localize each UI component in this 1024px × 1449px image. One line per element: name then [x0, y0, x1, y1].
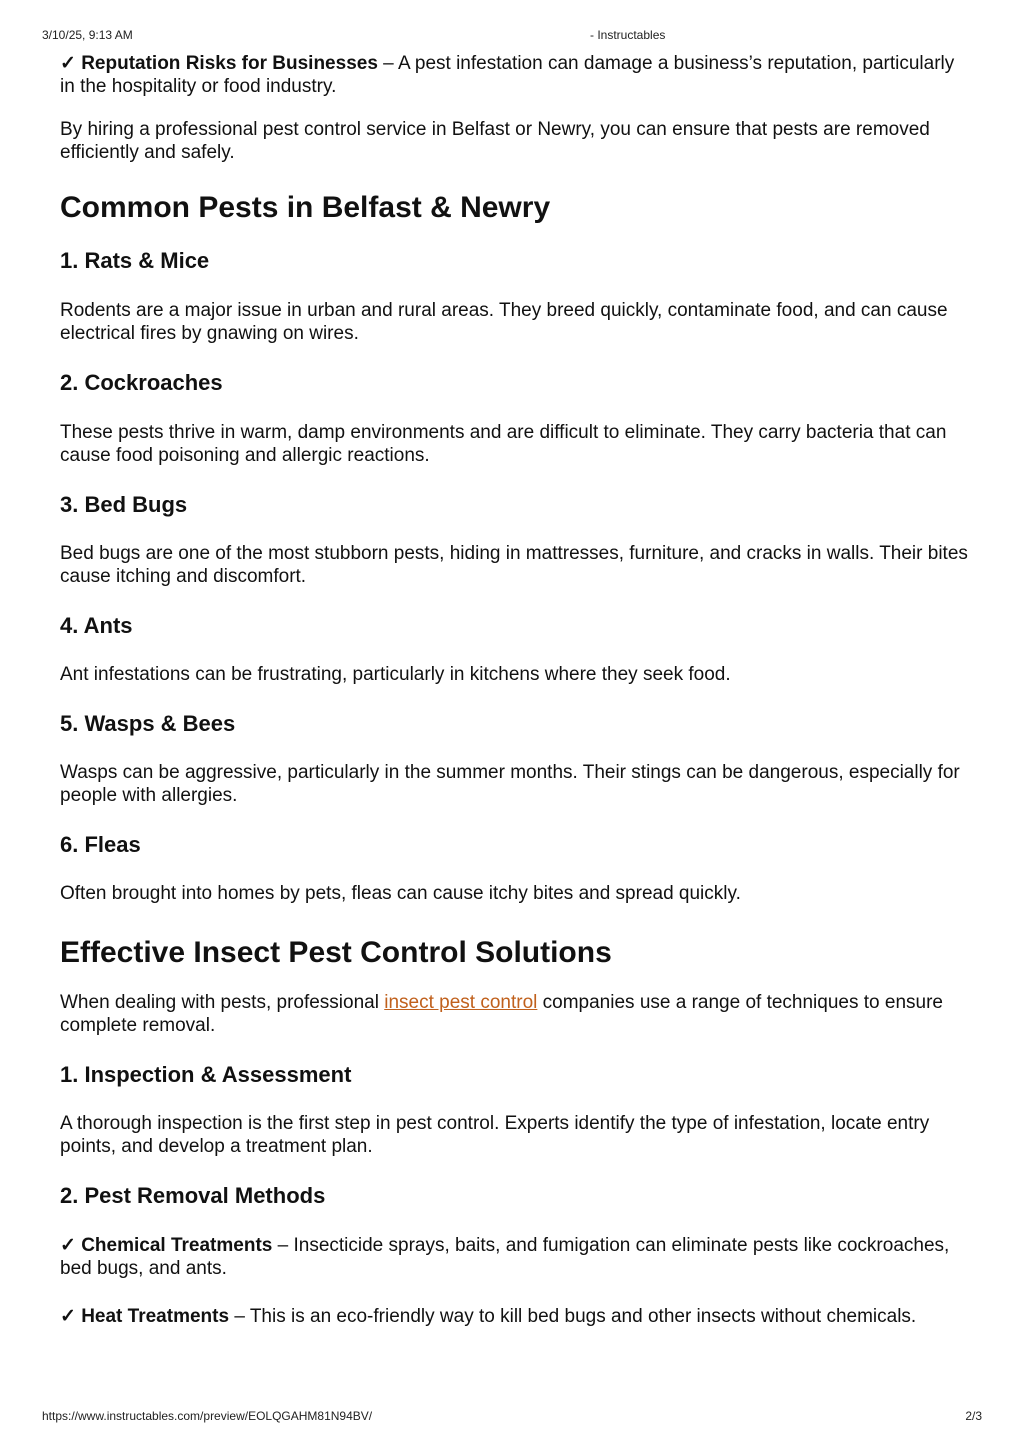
chemical-treatments-label: Chemical Treatments: [81, 1235, 273, 1256]
inspection-title: 1. Inspection & Assessment: [60, 1062, 352, 1087]
print-url: https://www.instructables.com/preview/EOLQGAHM81N94BV/: [42, 1409, 373, 1423]
insect-pest-control-link[interactable]: insect pest control: [384, 992, 538, 1013]
print-footer: [42, 1408, 982, 1424]
pest-title-cockroaches: 2. Cockroaches: [60, 370, 223, 395]
article-content: [60, 52, 972, 1328]
print-date: 3/10/25, 9:13 AM: [42, 28, 133, 42]
reputation-risks-label: Reputation Risks for Businesses: [81, 53, 378, 74]
pest-title-wasps: 5. Wasps & Bees: [60, 711, 236, 736]
pest-title-fleas: 6. Fleas: [60, 832, 141, 857]
print-header: [42, 27, 982, 43]
heat-treatments-paragraph: [60, 1305, 972, 1328]
check-icon: ✓: [60, 1306, 76, 1327]
page-number: 2/3: [965, 1409, 982, 1423]
check-icon: ✓: [60, 53, 76, 74]
removal-title: 2. Pest Removal Methods: [60, 1183, 326, 1208]
solutions-intro-before: When dealing with pests, professional: [60, 992, 385, 1013]
pest-text-fleas: Often brought into homes by pets, fleas can cause itchy bites and spread quickly.: [60, 883, 741, 904]
solutions-intro-after: companies use a range of techniques to ensure complete removal.: [60, 992, 943, 1036]
pest-text-bed-bugs: Bed bugs are one of the most stubborn pests, hiding in mattresses, furniture, and cracks in walls. Their bites cause itching and discomfort.: [60, 543, 968, 587]
check-icon: ✓: [60, 1235, 76, 1256]
pest-text-wasps: Wasps can be aggressive, particularly in the summer months. Their stings can be dangerous, especially for people with allergies.: [60, 762, 960, 806]
inspection-text: A thorough inspection is the first step in pest control. Experts identify the type of infestation, locate entry points, and develop a treatment plan.: [60, 1113, 930, 1157]
hiring-paragraph: By hiring a professional pest control service in Belfast or Newry, you can ensure that pests are removed efficiently and safely.: [60, 119, 930, 163]
pest-text-cockroaches: These pests thrive in warm, damp environments and are difficult to eliminate. They carry bacteria that can cause food poisoning and allergic reactions.: [60, 422, 947, 466]
reputation-risks-text: – A pest infestation can damage a business’s reputation, particularly in the hospitality or food industry.: [60, 53, 955, 97]
print-title: - Instructables: [590, 28, 666, 42]
pest-title-bed-bugs: 3. Bed Bugs: [60, 492, 188, 517]
pest-text-rats: Rodents are a major issue in urban and rural areas. They breed quickly, contaminate food, and can cause electrical fires by gnawing on wires.: [60, 300, 948, 344]
reputation-risks-paragraph: [60, 52, 972, 98]
chemical-treatments-paragraph: [60, 1234, 972, 1280]
pest-title-ants: 4. Ants: [60, 613, 133, 638]
pest-title-rats: 1. Rats & Mice: [60, 248, 210, 273]
solutions-intro: [60, 991, 972, 1037]
common-pests-heading: Common Pests in Belfast & Newry: [60, 191, 551, 224]
heat-treatments-text: – This is an eco-friendly way to kill bed bugs and other insects without chemicals.: [229, 1306, 917, 1327]
heat-treatments-label: Heat Treatments: [81, 1306, 230, 1327]
chemical-treatments-text: – Insecticide sprays, baits, and fumigation can eliminate pests like cockroaches, bed bugs, and ants.: [60, 1235, 950, 1279]
pest-text-ants: Ant infestations can be frustrating, particularly in kitchens where they seek food.: [60, 664, 731, 685]
solutions-heading: Effective Insect Pest Control Solutions: [60, 936, 612, 969]
